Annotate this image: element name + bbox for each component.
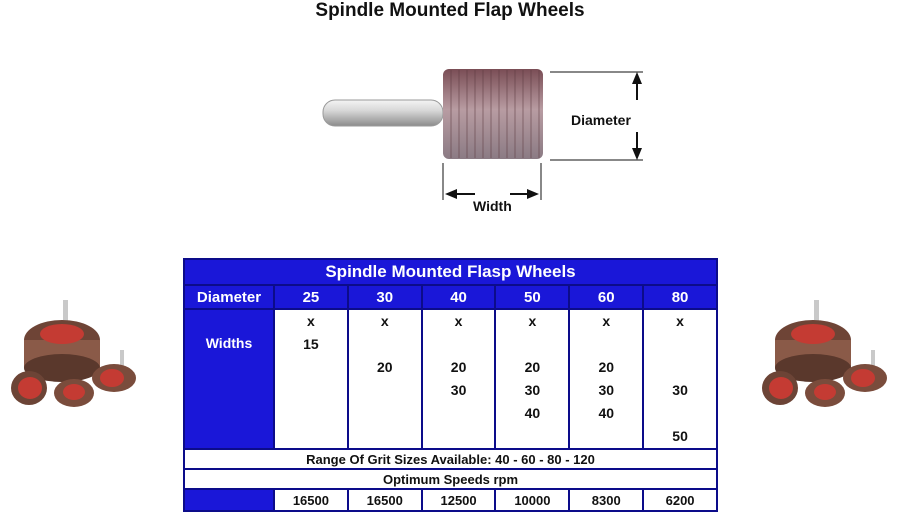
widths-column-80 [643,309,717,449]
width-value [644,402,716,425]
width-value [349,333,421,356]
spec-table [183,258,718,512]
diameter-header-label: Diameter [184,285,274,309]
width-value: 30 [598,382,615,398]
diameter-cell: 25 [274,285,348,309]
width-value [349,379,421,402]
width-value [496,333,568,356]
diameter-cell: 40 [422,285,496,309]
width-value: x [454,313,463,329]
widths-column-40 [422,309,496,449]
width-value: 20 [450,359,467,375]
speed-cell: 16500 [348,489,422,511]
width-value [275,402,347,425]
page-title: Spindle Mounted Flap Wheels [315,0,585,21]
width-value [644,333,716,356]
width-value: x [528,313,537,329]
width-value [644,356,716,379]
width-value [496,425,568,448]
widths-label: Widths [205,335,253,351]
width-value: x [380,313,389,329]
width-value: 20 [376,359,393,375]
width-value [275,425,347,448]
grit-range-row [184,449,717,469]
flap-wheel-diagram [310,60,670,220]
width-value: 30 [672,382,688,398]
table-title-row [184,259,717,285]
diameter-cell: 30 [348,285,422,309]
speed-cell: 8300 [569,489,643,511]
width-value: 40 [524,405,541,421]
diameter-cell: 60 [569,285,643,309]
width-value [423,333,495,356]
widths-label-cell [184,309,274,449]
width-value: 40 [598,405,615,421]
speeds-row [184,489,717,511]
width-value [349,425,421,448]
speed-cell: 6200 [643,489,717,511]
widths-column-60 [569,309,643,449]
diameter-cell: 80 [643,285,717,309]
width-value: 20 [598,359,615,375]
table-title: Spindle Mounted Flasp Wheels [184,259,717,285]
speeds-row-label-cell [184,489,274,511]
width-value [349,402,421,425]
width-value: x [676,313,684,329]
diameter-cell: 50 [495,285,569,309]
width-label: Width [473,198,512,214]
diameter-label: Diameter [571,112,631,128]
width-value [275,379,347,402]
width-value: 30 [450,382,467,398]
width-value: 20 [524,359,541,375]
widths-column-50 [495,309,569,449]
width-value [570,333,642,356]
width-value [570,425,642,448]
widths-column-25 [274,309,348,449]
width-value: 50 [672,428,688,444]
flap-wheels-product-image [4,298,144,408]
width-value: 15 [303,336,319,352]
width-value: 30 [524,382,541,398]
flap-wheels-product-image [755,298,895,408]
speed-cell: 12500 [422,489,496,511]
speeds-label: Optimum Speeds rpm [184,469,717,489]
width-value [423,402,495,425]
grit-range-text: Range Of Grit Sizes Available: 40 - 60 - 80 - 120 [184,449,717,469]
diameter-header-row [184,285,717,309]
width-value [423,425,495,448]
speed-cell: 10000 [495,489,569,511]
speeds-label-row [184,469,717,489]
widths-column-30 [348,309,422,449]
width-value [275,356,347,379]
widths-row [184,309,717,449]
speed-cell: 16500 [274,489,348,511]
product-photo-right [755,298,895,408]
flap-wheel-drawing [310,60,670,220]
width-value: x [307,313,315,329]
product-photo-left [4,298,144,408]
width-value: x [602,313,611,329]
